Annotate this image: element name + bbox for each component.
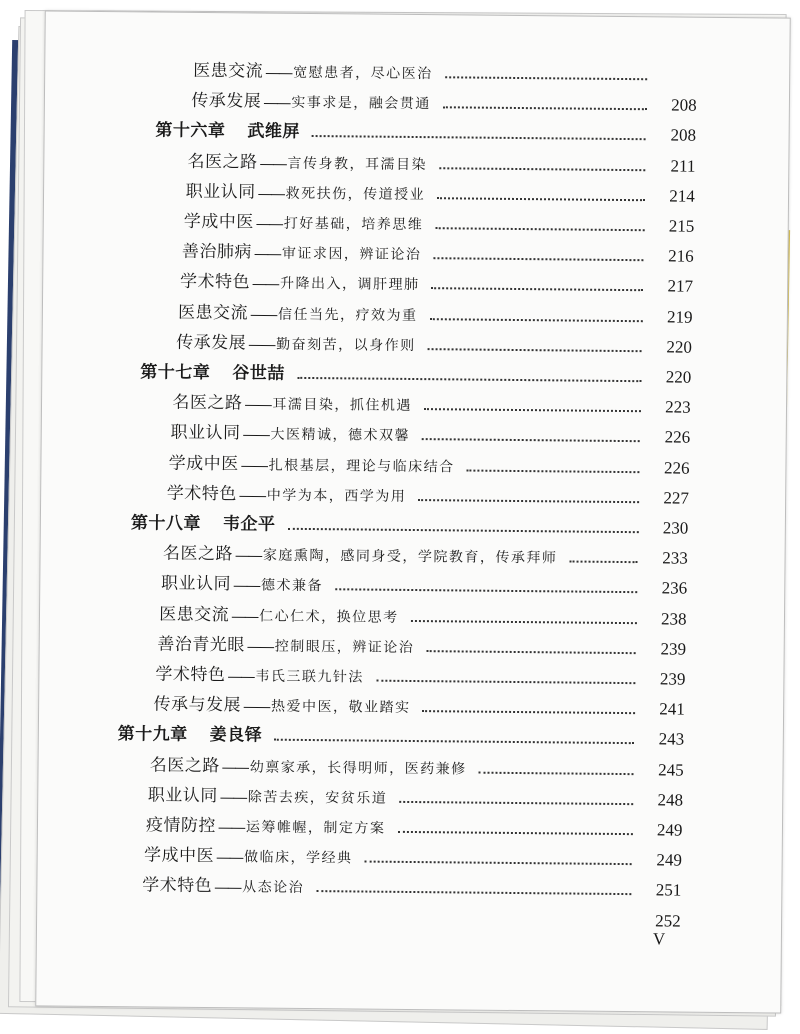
section-title: 职业认同 [170, 423, 241, 444]
dot-leader [479, 771, 634, 774]
dot-leader [312, 135, 646, 140]
section-title: 疫情防控 [145, 815, 217, 837]
chapter-person-name: 谷世喆 [232, 363, 285, 384]
section-title: 职业认同 [147, 785, 218, 806]
section-title: 学术特色 [166, 483, 237, 505]
dot-leader [335, 589, 637, 594]
dot-leader [430, 318, 643, 322]
page-number: 220 [666, 337, 693, 357]
chapter-person-name: 韦企平 [222, 514, 276, 535]
dot-leader [397, 831, 632, 835]
dot-leader [274, 739, 634, 744]
toc-section-entry [182, 234, 694, 267]
em-dash: —— [248, 335, 275, 354]
section-title: 学成中医 [143, 845, 215, 867]
chapter-person-name: 武维屏 [247, 121, 301, 143]
em-dash: —— [232, 576, 260, 595]
section-title: 学术特色 [179, 272, 251, 293]
section-subtitle: 打好基础，培养思维 [283, 215, 424, 234]
em-dash: —— [259, 154, 286, 173]
page-number: 217 [667, 276, 694, 297]
toc-section-entry [178, 294, 693, 327]
page-number: 251 [655, 880, 682, 900]
toc-section-entry [157, 626, 686, 659]
toc-page [35, 10, 791, 1013]
section-subtitle: 耳濡目染，抓住机遇 [272, 396, 412, 415]
page-number: 249 [656, 820, 683, 840]
dot-leader [433, 257, 643, 261]
toc-section-entry [193, 53, 697, 86]
em-dash: —— [251, 274, 279, 294]
toc-section-entry [150, 747, 684, 780]
chapter-number: 第十七章 [140, 362, 211, 384]
toc-section-entry [176, 325, 692, 358]
em-dash: —— [219, 787, 246, 807]
page-number: 211 [670, 156, 696, 176]
section-title: 名医之路 [172, 392, 243, 414]
em-dash: —— [227, 667, 254, 686]
em-dash: —— [221, 757, 248, 777]
em-dash: —— [242, 425, 269, 444]
toc-section-entry [184, 204, 695, 237]
toc-section-entry [169, 445, 690, 478]
chapter-number: 第十九章 [117, 724, 188, 746]
toc-section-entry [167, 475, 689, 508]
page-number: 243 [658, 729, 685, 750]
em-dash: —— [253, 244, 280, 263]
toc-chapter-entry [118, 717, 685, 750]
page-number: 241 [659, 699, 685, 719]
page-number: 252 [655, 910, 681, 931]
toc-section-entry [180, 264, 693, 297]
section-title: 医患交流 [177, 302, 249, 324]
dot-leader [297, 377, 642, 382]
dot-leader [445, 76, 648, 80]
section-title: 名医之路 [149, 755, 220, 776]
section-title: 传承与发展 [153, 694, 242, 716]
section-subtitle: 扎根基层，理论与临床结合 [268, 457, 455, 475]
toc-chapter-entry [131, 505, 689, 538]
section-subtitle: 热爱中医，敬业踏实 [270, 698, 411, 717]
dot-leader [418, 499, 639, 503]
chapter-number: 第十六章 [155, 120, 226, 142]
toc-chapter-entry [140, 354, 691, 387]
toc-section-entry [186, 174, 695, 207]
section-subtitle: 宽慰患者，尽心医治 [293, 64, 433, 83]
page-number: 208 [670, 125, 697, 146]
dot-leader [428, 348, 642, 352]
dot-leader [424, 408, 641, 412]
page-number: 223 [665, 397, 691, 417]
toc-section-entry [161, 566, 687, 599]
section-title: 学术特色 [142, 875, 213, 897]
section-title: 学成中医 [183, 211, 254, 233]
em-dash: —— [215, 848, 243, 867]
page-number: 220 [665, 367, 692, 387]
page-number: 239 [660, 639, 687, 659]
page-number: 214 [669, 186, 695, 206]
em-dash: —— [265, 63, 292, 82]
dot-leader [569, 561, 637, 564]
page-number: 226 [663, 458, 690, 478]
dot-leader [435, 227, 644, 231]
dot-leader [287, 528, 638, 533]
dot-leader [439, 167, 645, 171]
em-dash: —— [234, 546, 262, 565]
toc-section-entry [146, 807, 683, 840]
page-number: 248 [657, 790, 684, 810]
em-dash: —— [214, 878, 241, 897]
section-subtitle: 家庭熏陶，感同身受，学院教育，传承拜师 [262, 547, 558, 567]
section-subtitle: 勤奋刻苦，以身作则 [276, 336, 416, 354]
em-dash: —— [249, 305, 277, 324]
dot-leader [422, 438, 640, 442]
dot-leader [437, 197, 645, 201]
table-of-contents [36, 11, 790, 1012]
section-subtitle: 幼禀家承，长得明师，医药兼修 [249, 759, 467, 778]
toc-section-entry [142, 868, 681, 901]
em-dash: —— [244, 395, 271, 414]
dot-leader [443, 106, 647, 110]
em-dash: —— [255, 214, 282, 233]
toc-section-entry [187, 143, 695, 176]
toc-chapter-entry [155, 113, 696, 146]
chapter-number: 第十八章 [130, 513, 201, 534]
section-subtitle: 运筹帷幄，制定方案 [245, 819, 386, 837]
toc-section-entry [140, 898, 681, 931]
section-title: 名医之路 [162, 543, 234, 565]
toc-section-entry [170, 415, 690, 448]
toc-section-entry [163, 536, 688, 569]
page-number: 239 [659, 669, 686, 689]
toc-section-entry [191, 83, 697, 116]
dot-leader [467, 469, 640, 473]
section-title: 名医之路 [187, 151, 258, 173]
section-subtitle: 韦氏三联九针法 [255, 668, 364, 686]
em-dash: —— [246, 637, 273, 656]
page-number: 236 [661, 578, 688, 599]
em-dash: —— [240, 455, 267, 475]
section-subtitle: 从态论治 [242, 879, 305, 897]
section-subtitle: 救死扶伤，传道授业 [285, 185, 426, 203]
section-subtitle: 德术兼备 [261, 577, 324, 595]
toc-section-entry [148, 777, 683, 810]
dot-leader [399, 801, 633, 805]
dot-leader [422, 710, 634, 714]
section-subtitle: 升降出入，调肝理肺 [279, 276, 420, 294]
section-subtitle: 大医精诚，德术双馨 [270, 427, 411, 445]
page-number: 208 [671, 95, 697, 115]
toc-section-entry [159, 596, 687, 629]
dot-leader [426, 650, 636, 654]
page-number: 230 [662, 518, 689, 538]
section-subtitle: 中学为本，西学为用 [266, 487, 407, 505]
section-subtitle: 除苦去疾，安贫乐道 [247, 789, 388, 807]
page-number: 226 [664, 427, 691, 448]
section-title: 职业认同 [185, 181, 256, 203]
em-dash: —— [217, 818, 245, 837]
section-title: 传承发展 [191, 91, 262, 112]
section-subtitle: 言传身教，耳濡目染 [287, 155, 428, 173]
page-number: 215 [668, 216, 695, 236]
section-subtitle: 实事求是，融会贯通 [291, 95, 431, 113]
em-dash: —— [257, 184, 284, 203]
page-number: 245 [658, 759, 684, 780]
section-title: 传承发展 [176, 332, 247, 354]
toc-section-entry [172, 385, 691, 418]
page-number: 233 [662, 548, 688, 568]
section-subtitle: 做临床，学经典 [243, 849, 353, 867]
toc-section-entry [153, 687, 685, 720]
page-number: 227 [663, 488, 690, 508]
page-number: 238 [661, 608, 687, 629]
section-subtitle: 信任当先，疗效为重 [278, 306, 418, 324]
page-number: 216 [668, 246, 694, 266]
dot-leader [376, 680, 636, 684]
chapter-person-name: 姜良铎 [209, 725, 263, 746]
dot-leader [316, 890, 631, 895]
em-dash: —— [242, 697, 270, 716]
page-number: 219 [666, 307, 693, 327]
page-number: 249 [656, 850, 682, 870]
section-subtitle: 控制眼压，辨证论治 [274, 638, 415, 656]
dot-leader [431, 288, 643, 292]
section-title: 职业认同 [160, 573, 232, 595]
section-title: 学成中医 [168, 453, 239, 474]
dot-leader [411, 620, 637, 624]
section-title: 学术特色 [155, 664, 226, 686]
em-dash: —— [231, 606, 258, 626]
section-title: 医患交流 [159, 604, 230, 625]
dot-leader [365, 861, 632, 866]
toc-section-entry [144, 838, 682, 871]
em-dash: —— [263, 93, 290, 112]
em-dash: —— [238, 486, 265, 505]
section-subtitle: 仁心仁术，换位思考 [259, 608, 399, 626]
section-subtitle: 审证求因，辨证论治 [281, 245, 422, 264]
toc-section-entry [155, 657, 685, 690]
section-title: 善治肺病 [181, 241, 252, 263]
page-folio: V [652, 929, 666, 949]
section-title: 善治青光眼 [157, 634, 245, 656]
section-title: 医患交流 [193, 60, 264, 82]
